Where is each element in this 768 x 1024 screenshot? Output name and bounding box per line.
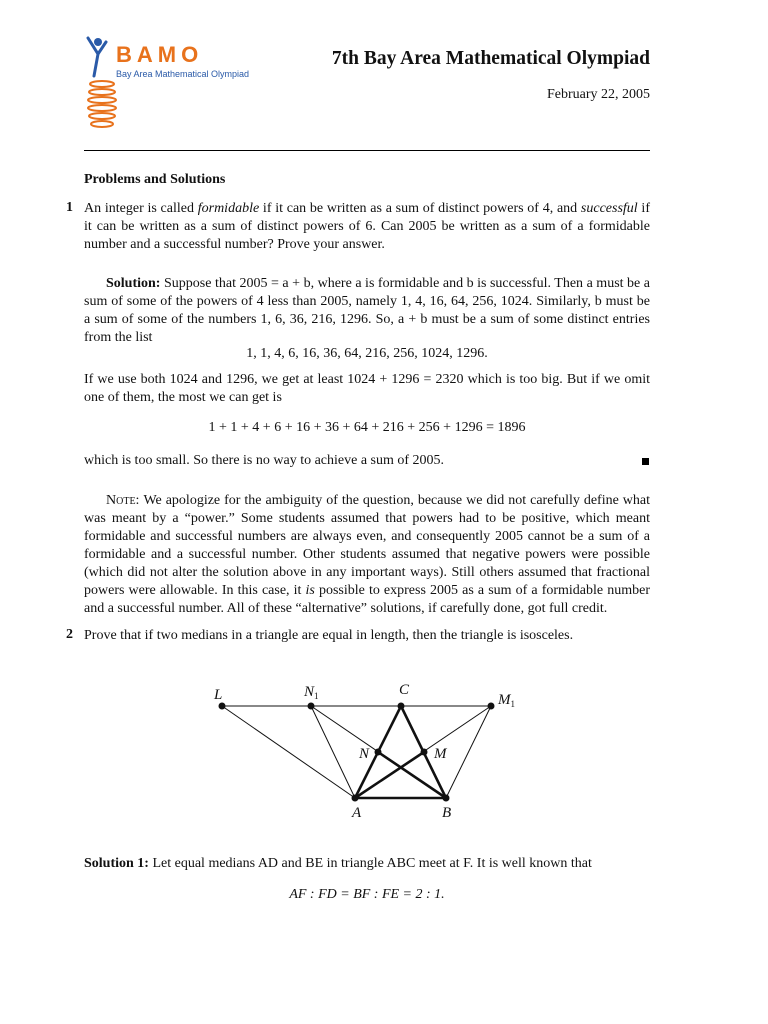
- point-n: [375, 749, 382, 756]
- solution-1-text: Let equal medians AD and BE in triangle ABC meet at F. It is well known that: [152, 856, 592, 871]
- label-c: C: [399, 682, 410, 698]
- point-m: [421, 749, 428, 756]
- brand-name: BAMO: [116, 42, 204, 67]
- solution-paragraph-2: If we use both 1024 and 1296, we get at least 1024 + 1296 = 2320 which is too big. But if we omit one of them, the most we can get is: [84, 372, 650, 405]
- solution-text: Suppose that 2005 = a + b, where a is formidable and b is successful. Then a must be a sum of some of the powers of 4 less than 2005, namely 1, 4, 16, 64, 256, 1024. Similarly, b must be a sum of some of the numbers 1, 6, 36, 216, 1296. So, a + b must be a sum of some distinct entries from the list: [84, 276, 651, 345]
- problem-1-solution: [84, 275, 650, 347]
- problem-1-text-a: An integer is called: [84, 201, 198, 216]
- sum-equation: 1 + 1 + 4 + 6 + 16 + 36 + 64 + 216 + 256 + 1296 = 1896: [208, 420, 526, 435]
- number-list: 1, 1, 4, 6, 16, 36, 64, 216, 256, 1024, 1296.: [246, 346, 488, 361]
- problem-1-text-c: if it can be written as a sum of distinct powers of 6. Can 2005 be written as a sum of a formidable number and a successful number? Prove your answer.: [84, 201, 650, 252]
- problem-2-statement: Prove that if two medians in a triangle are equal in length, then the triangle is isosceles.: [84, 628, 574, 643]
- successful-term: successful: [580, 201, 638, 216]
- section-title: Problems and Solutions: [84, 172, 226, 187]
- label-n: N: [359, 746, 370, 762]
- problem-1-statement: [84, 200, 650, 254]
- label-m: M: [434, 746, 447, 762]
- page-title: 7th Bay Area Mathematical Olympiad: [331, 48, 650, 69]
- formidable-term: formidable: [197, 201, 260, 216]
- label-m1: $M_1$: [498, 692, 515, 709]
- ratio-equation: AF : FD = BF : FE = 2 : 1.: [289, 887, 445, 902]
- note-paragraph: [84, 492, 650, 618]
- problem-2-solution: [84, 855, 650, 873]
- line-m1-b: [446, 706, 491, 798]
- header-divider: [84, 150, 650, 151]
- point-l: [219, 703, 226, 710]
- date: February 22, 2005: [546, 87, 650, 102]
- label-b: B: [442, 805, 452, 821]
- problem-2-number: 2: [66, 627, 73, 642]
- problem-1-number: 1: [66, 200, 73, 215]
- label-n1: $N_1$: [304, 684, 319, 701]
- problem-1-text-b: if it can be written as a sum of distinct powers of 4, and: [259, 201, 581, 216]
- label-l: L: [214, 687, 223, 703]
- point-m1: [488, 703, 495, 710]
- solution-label: Solution:: [106, 276, 161, 291]
- qed-mark: [642, 458, 649, 465]
- note-text-a: We apologize for the ambiguity of the question, because we did not carefully define what was meant by a “power.” Some students assumed that powers had to be positive, which meant formidable and successful numbers are always even, and consequently 2005 cannot be a sum of a formidable and a successful number. Other students assumed that negative powers were possible (which did not alter the solution above in any important ways). Still others assumed that fractional powers were allowable. In this case, it: [84, 493, 651, 598]
- point-b: [443, 795, 450, 802]
- triangle-diagram: [200, 674, 530, 824]
- note-text-b: possible to express 2005 as a sum of a formidable number and a successful number. All of these “alternative” solutions, if carefully done, got full credit.: [84, 583, 650, 616]
- brand-subtitle: Bay Area Mathematical Olympiad: [116, 69, 250, 79]
- logo-figure-icon: [88, 38, 116, 127]
- label-a: A: [352, 805, 362, 821]
- note-emphasis: is: [305, 583, 315, 598]
- point-c: [398, 703, 405, 710]
- point-n1: [308, 703, 315, 710]
- line-n1-a: [311, 706, 355, 798]
- note-label: Note:: [106, 493, 140, 508]
- line-l-a: [222, 706, 355, 798]
- point-a: [352, 795, 359, 802]
- solution-1-label: Solution 1:: [84, 856, 149, 871]
- solution-paragraph-3: which is too small. So there is no way to achieve a sum of 2005.: [84, 453, 445, 468]
